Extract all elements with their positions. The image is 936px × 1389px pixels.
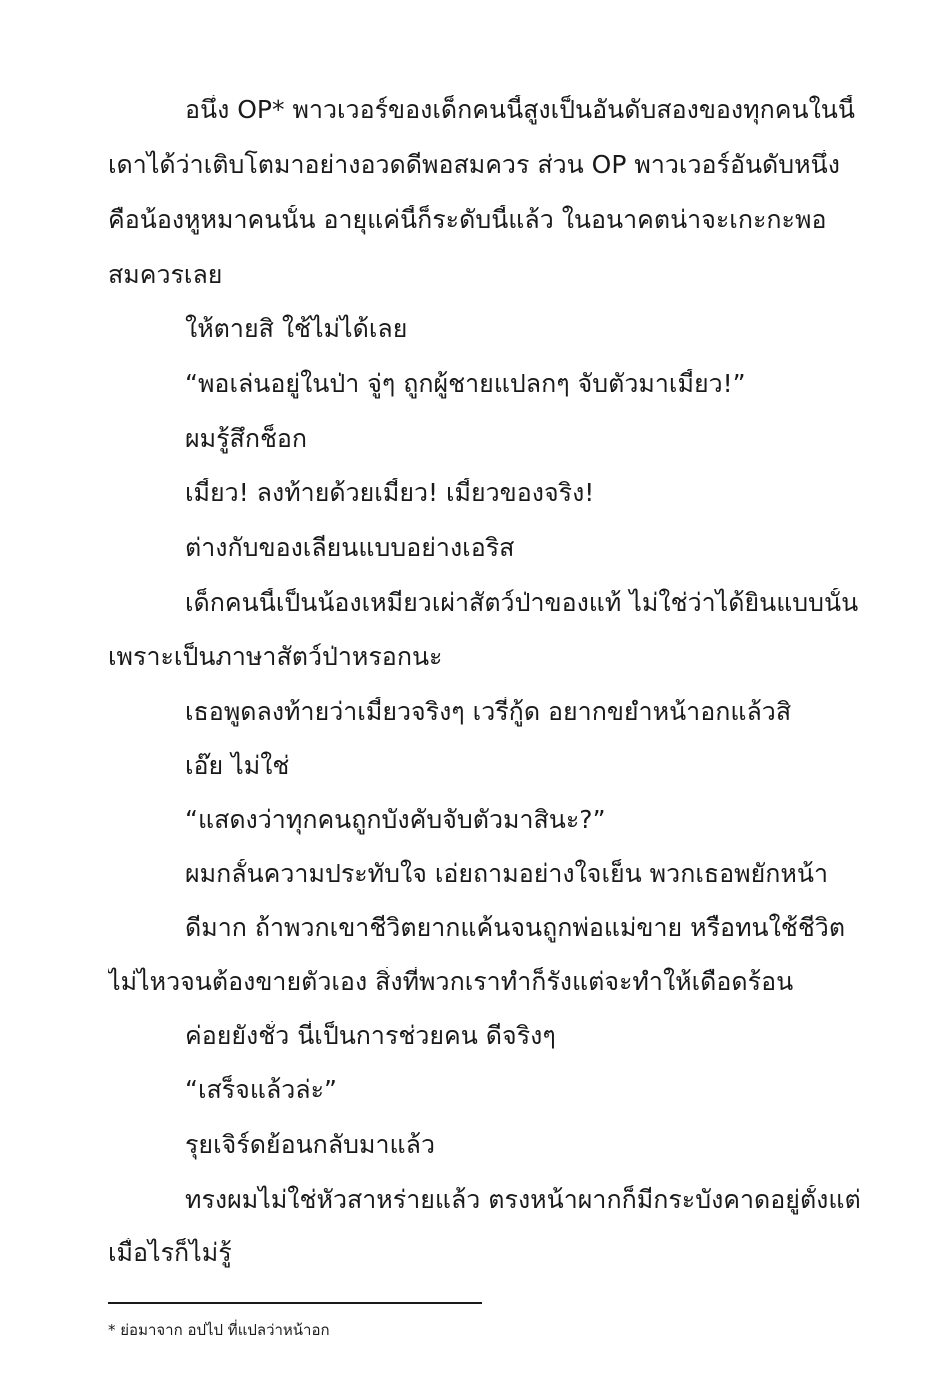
text-line: “แสดงว่าทุกคนถูกบังคับจับตัวมาสินะ?”	[185, 805, 606, 834]
footnote-divider	[108, 1302, 482, 1304]
text-line: เมี้ยว! ลงท้ายด้วยเมี้ยว! เมี้ยวของจริง!	[185, 478, 595, 507]
footnote: * ย่อมาจาก อปไป ที่แปลว่าหน้าอก	[108, 1321, 330, 1339]
text-line: เดาได้ว่าเติบโตมาอย่างอวดดีพอสมควร ส่วน OP พาวเวอร์อันดับหนึ่ง	[108, 150, 840, 179]
text-line: เมื่อไรก็ไม่รู้	[108, 1238, 232, 1267]
text-line: เอ๊ย ไม่ใช่	[185, 751, 290, 780]
text-line: ไม่ไหวจนต้องขายตัวเอง สิ่งที่พวกเราทำก็รังแต่จะทำให้เดือดร้อน	[108, 967, 794, 996]
text-line: ผมกลั้นความประทับใจ เอ่ยถามอย่างใจเย็น พวกเธอพยักหน้า	[185, 859, 829, 888]
text-line: เพราะเป็นภาษาสัตว์ป่าหรอกนะ	[108, 642, 443, 671]
text-line: ผมรู้สึกช็อก	[185, 424, 308, 453]
text-line: สมควรเลย	[108, 260, 223, 289]
text-line: ดีมาก ถ้าพวกเขาชีวิตยากแค้นจนถูกพ่อแม่ขาย หรือทนใช้ชีวิต	[185, 913, 846, 942]
text-line: อนึ่ง OP* พาวเวอร์ของเด็กคนนี้สูงเป็นอันดับสองของทุกคนในนี้	[185, 95, 855, 124]
text-line: ทรงผมไม่ใช่หัวสาหร่ายแล้ว ตรงหน้าผากก็มีกระบังคาดอยู่ตั้งแต่	[185, 1185, 861, 1214]
text-line: รุยเจิร์ดย้อนกลับมาแล้ว	[185, 1130, 435, 1159]
text-line: “พอเล่นอยู่ในป่า จู่ๆ ถูกผู้ชายแปลกๆ จับตัวมาเมี้ยว!”	[185, 369, 746, 398]
text-line: คือน้องหูหมาคนนั้น อายุแค่นี้ก็ระดับนี้แล้ว ในอนาคตน่าจะเกะกะพอ	[108, 205, 827, 234]
text-line: ต่างกับของเลียนแบบอย่างเอริส	[185, 533, 515, 562]
text-line: ให้ตายสิ ใช้ไม่ได้เลย	[185, 314, 408, 343]
text-line: ค่อยยังชั่ว นี่เป็นการช่วยคน ดีจริงๆ	[185, 1021, 556, 1050]
text-line: เธอพูดลงท้ายว่าเมี้ยวจริงๆ เวรี่กู้ด อยากขยำหน้าอกแล้วสิ	[185, 697, 792, 726]
text-line: เด็กคนนี้เป็นน้องเหมียวเผ่าสัตว์ป่าของแท้ ไม่ใช่ว่าได้ยินแบบนั้น	[185, 588, 859, 617]
text-line: “เสร็จแล้วล่ะ”	[185, 1075, 338, 1104]
